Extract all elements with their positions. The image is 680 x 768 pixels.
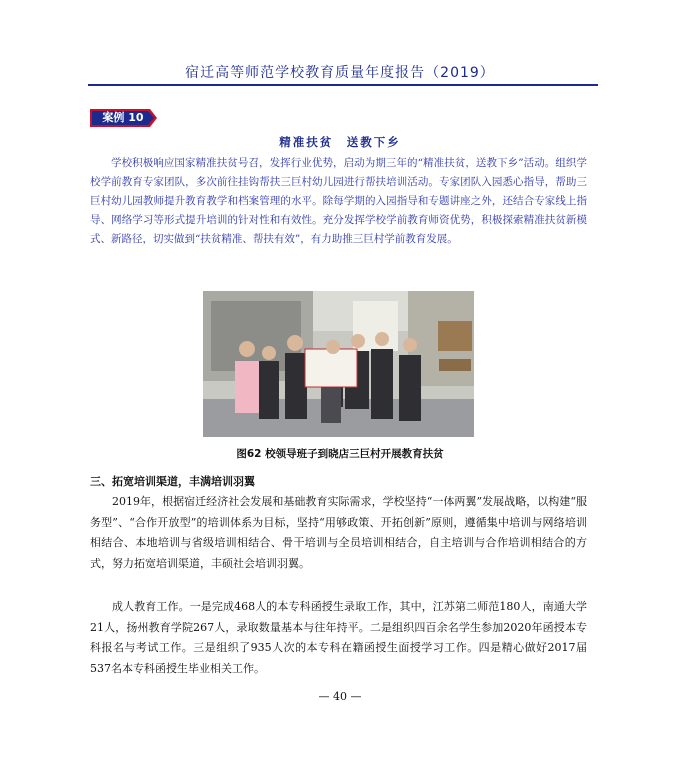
case-body-paragraph: 学校积极响应国家精准扶贫号召，发挥行业优势，启动为期三年的“精准扶贫，送教下乡”活动。组织学校学前教育专家团队，多次前往挂钩帮扶三巨村幼儿园进行帮扶培训活动。专家团队入园悉心指导，帮助三巨村幼儿园教师提升教育教学和档案管理的水平。除每学期的入园指导和专题讲座之外，还结合专家线上指导、网络学习等形式提升培训的针对性和有效性。充分发挥学校学前教育师资优势，积极探索精准扶贫新模式、新路径，切实做到“扶贫精准、帮扶有效”，有力助推三巨村学前教育发展。 [90, 157, 587, 245]
section-heading: 三、拓宽培训渠道，丰满培训羽翼 [90, 475, 255, 488]
section-paragraph: 2019年，根据宿迁经济社会发展和基础教育实际需求，学校坚持“一体两翼”发展战略，以构建“服务型”、“合作开放型”的培训体系为目标，坚持“用够政策、开拓创新”原则，遵循集中培训与网络培训相结合、本地培训与省级培训相结合、骨干培训与全员培训相结合，自主培训与合作培训相结合的方式，努力拓宽培训渠道，丰硕社会培训羽翼。 [90, 495, 587, 570]
case-badge-label: 案例 10 [102, 111, 144, 124]
running-header-title: 宿迁高等师范学校教育质量年度报告（2019） [185, 65, 495, 81]
figure-caption: 图62 校领导班子到晓店三巨村开展教育扶贫 [236, 448, 444, 460]
section-paragraph: 成人教育工作。一是完成468人的本专科函授生录取工作，其中，江苏第二师范180人，南通大学21人，扬州教育学院267人，录取数量基本与往年持平。二是组织四百余名学生参加2020年函授本专科报名与考试工作。三是组织了935人次的本专科在籍函授生面授学习工作。四是精心做好2017届537名本专科函授生毕业相关工作。 [90, 600, 587, 675]
page-number: — 40 — [318, 690, 362, 703]
case-title: 精准扶贫 送教下乡 [279, 135, 401, 149]
header-rule [88, 84, 598, 86]
figure-photo [203, 291, 474, 437]
group-photo-illustration [203, 291, 474, 437]
